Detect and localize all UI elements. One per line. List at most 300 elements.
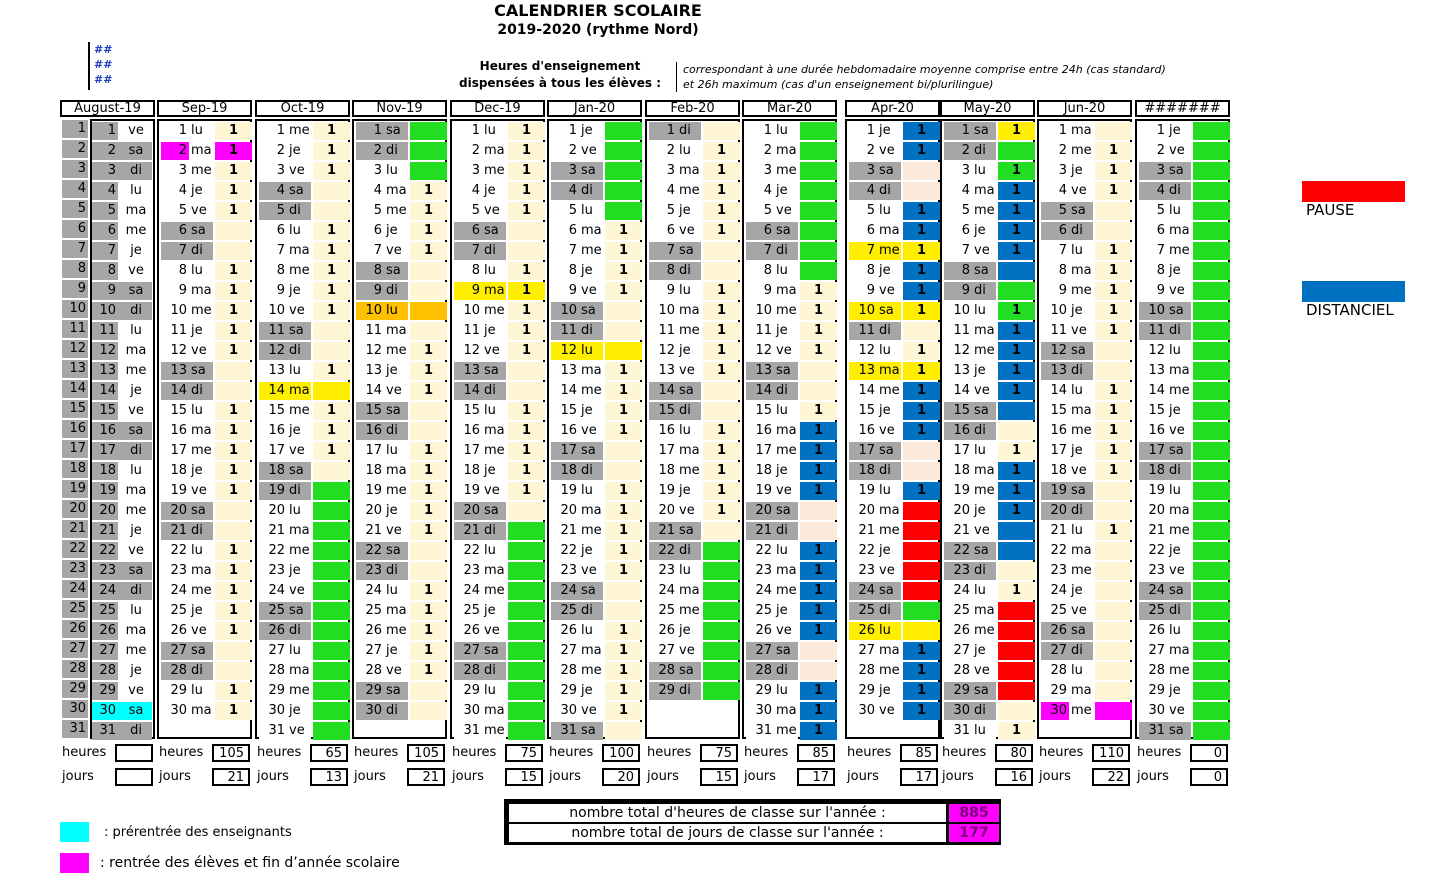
day-row — [744, 221, 839, 241]
day-row — [647, 361, 742, 381]
weekday-label: sa — [189, 642, 213, 660]
day-number: 23 — [944, 562, 972, 580]
weekday-label: ve — [774, 482, 798, 500]
day-number: 15 — [1139, 402, 1167, 420]
day-number: 1 — [454, 122, 482, 140]
weekday-label: sa — [1167, 582, 1191, 600]
weekday-label: sa — [189, 362, 213, 380]
day-number: 26 — [944, 622, 972, 640]
day-row — [942, 581, 1037, 601]
weekday-label: lu — [384, 162, 408, 180]
day-row — [744, 481, 839, 501]
day-number: 6 — [259, 222, 287, 240]
hours-cell: 1 — [410, 522, 447, 540]
hours-description-line2: et 26h maximum (cas d'un enseignement bi/plurilingue) — [683, 78, 994, 91]
weekday-label: di — [677, 122, 701, 140]
hours-cell: 1 — [605, 362, 642, 380]
weekday-label: ve — [118, 682, 152, 700]
weekday-label: ve — [579, 282, 603, 300]
pause-swatch — [1302, 181, 1405, 202]
weekday-label: me — [974, 623, 995, 638]
day-row — [257, 341, 352, 361]
weekday-label: sa — [482, 642, 506, 660]
day-row — [1039, 221, 1134, 241]
day-number: 11 — [944, 322, 972, 340]
day-number: 26 — [454, 622, 482, 640]
weekday-label: sa — [482, 362, 506, 380]
day-number: 20 — [1041, 502, 1069, 520]
weekday-label: je — [1069, 442, 1093, 460]
weekday-label: je — [579, 122, 603, 140]
day-row — [1137, 721, 1232, 741]
weekday-label: ve — [287, 162, 311, 180]
day-row — [257, 361, 352, 381]
weekday-label: je — [877, 402, 901, 420]
hours-cell: 1 — [800, 602, 837, 620]
weekday-label: me — [191, 163, 212, 178]
day-number: 3 — [944, 162, 972, 180]
day-number: 17 — [849, 442, 877, 460]
weekday-label: je — [384, 362, 408, 380]
hours-cell: 1 — [1095, 462, 1132, 480]
day-number: 20 — [1139, 502, 1167, 520]
day-row — [647, 241, 742, 261]
rentree-swatch — [60, 853, 89, 873]
hours-cell — [703, 122, 740, 140]
weekday-label: lu — [1069, 382, 1093, 400]
hours-cell — [998, 402, 1035, 420]
hours-cell — [410, 262, 447, 280]
weekday-label: je — [189, 462, 213, 480]
hours-cell — [703, 262, 740, 280]
day-number: 12 — [1041, 342, 1069, 360]
day-number: 16 — [1139, 422, 1167, 440]
hours-cell: 1 — [998, 582, 1035, 600]
hours-cell: 1 — [313, 442, 350, 460]
day-row — [354, 541, 449, 561]
weekday-label: ve — [1167, 282, 1191, 300]
day-number: 17 — [161, 442, 189, 460]
day-row — [452, 481, 547, 501]
hours-cell — [903, 502, 940, 520]
day-number: 8 — [161, 262, 189, 280]
day-row — [1137, 421, 1232, 441]
hours-cell: 1 — [508, 342, 545, 360]
hours-cell: 1 — [508, 182, 545, 200]
day-row — [257, 121, 352, 141]
day-number: 7 — [161, 242, 189, 260]
days-total-value: 0 — [1190, 768, 1228, 786]
day-row — [354, 481, 449, 501]
day-row — [847, 361, 942, 381]
day-row — [354, 221, 449, 241]
weekday-label: ve — [877, 422, 901, 440]
weekday-label: sa — [774, 642, 798, 660]
day-number: 13 — [944, 362, 972, 380]
hours-cell: 1 — [410, 182, 447, 200]
weekday-label: ve — [677, 222, 701, 240]
hours-total-label: heures — [1137, 745, 1182, 760]
day-number: 3 — [1139, 162, 1167, 180]
hours-cell: 1 — [903, 362, 940, 380]
weekday-label: ma — [679, 303, 700, 318]
hours-cell — [313, 522, 350, 540]
day-number: 15 — [849, 402, 877, 420]
hours-cell — [998, 622, 1035, 640]
weekday-label: di — [579, 602, 603, 620]
weekday-label: sa — [972, 402, 996, 420]
page-title: CALENDRIER SCOLAIRE — [494, 1, 702, 20]
weekday-label: ma — [191, 563, 212, 578]
weekday-label: sa — [877, 162, 901, 180]
day-number: 19 — [551, 482, 579, 500]
day-row — [647, 641, 742, 661]
day-number: 24 — [944, 582, 972, 600]
day-number: 11 — [849, 322, 877, 340]
weekday-label: ve — [972, 382, 996, 400]
hash-marker: ## — [94, 58, 113, 71]
day-number: 29 — [454, 682, 482, 700]
day-number: 3 — [551, 162, 579, 180]
day-number: 13 — [1041, 362, 1069, 380]
month-header: Sep-19 — [157, 100, 252, 117]
day-number: 15 — [356, 402, 384, 420]
day-row — [744, 261, 839, 281]
day-row — [354, 161, 449, 181]
weekday-label: me — [1169, 523, 1190, 538]
weekday-label: di — [579, 322, 603, 340]
hours-cell: 1 — [903, 142, 940, 160]
day-number: 8 — [746, 262, 774, 280]
weekday-label: me — [776, 303, 797, 318]
day-row — [647, 441, 742, 461]
hours-cell — [410, 402, 447, 420]
day-row — [1137, 401, 1232, 421]
month-header: Oct-19 — [255, 100, 350, 117]
weekday-label: sa — [579, 162, 603, 180]
weekday-label: ma — [118, 622, 152, 640]
day-number: 12 — [746, 342, 774, 360]
day-row — [744, 301, 839, 321]
weekday-label: ma — [289, 663, 310, 678]
day-number: 11 — [161, 322, 189, 340]
weekday-label: je — [877, 262, 901, 280]
hours-cell: 1 — [410, 662, 447, 680]
month-header: ####### — [1135, 100, 1230, 117]
hours-cell: 1 — [703, 482, 740, 500]
weekday-label: me — [484, 443, 505, 458]
hours-cell — [313, 482, 350, 500]
hours-cell — [508, 502, 545, 520]
month-header: May-20 — [940, 100, 1035, 117]
month-days — [845, 119, 940, 739]
hours-cell — [703, 602, 740, 620]
weekday-label: me — [776, 163, 797, 178]
hours-cell: 1 — [703, 422, 740, 440]
hours-cell: 1 — [410, 602, 447, 620]
hours-cell: 1 — [215, 342, 252, 360]
day-number: 4 — [746, 182, 774, 200]
weekday-label: me — [679, 323, 700, 338]
day-number: 27 — [356, 642, 384, 660]
day-row — [847, 501, 942, 521]
hours-cell: 1 — [703, 202, 740, 220]
day-number: 15 — [1041, 402, 1069, 420]
day-row — [744, 401, 839, 421]
day-number: 24 — [161, 582, 189, 600]
weekday-label: ve — [384, 662, 408, 680]
day-number: 25 — [649, 602, 677, 620]
hours-cell: 1 — [215, 582, 252, 600]
weekday-label: lu — [972, 442, 996, 460]
hours-cell: 1 — [1095, 162, 1132, 180]
day-number: 1 — [1041, 122, 1069, 140]
hours-cell — [1193, 362, 1230, 380]
day-number: 29 — [259, 682, 287, 700]
weekday-label: di — [774, 382, 798, 400]
hours-cell: 1 — [605, 402, 642, 420]
row-index: 1 — [62, 120, 88, 138]
weekday-label: lu — [877, 202, 901, 220]
hours-cell — [313, 462, 350, 480]
day-number: 24 — [454, 582, 482, 600]
day-number: 22 — [259, 542, 287, 560]
weekday-label: ma — [679, 443, 700, 458]
day-number: 17 — [92, 442, 118, 460]
day-row — [159, 481, 254, 501]
day-row — [452, 601, 547, 621]
hours-cell — [800, 642, 837, 660]
hours-cell: 1 — [1095, 442, 1132, 460]
weekday-label: sa — [1069, 482, 1093, 500]
day-row — [452, 381, 547, 401]
weekday-label: lu — [118, 602, 152, 620]
weekday-label: lu — [579, 342, 603, 360]
day-number: 23 — [161, 562, 189, 580]
hours-cell — [313, 642, 350, 660]
weekday-label: lu — [972, 722, 996, 740]
weekday-label: je — [482, 182, 506, 200]
day-row — [942, 141, 1037, 161]
weekday-label: je — [1167, 542, 1191, 560]
day-number: 17 — [746, 442, 774, 460]
day-number: 11 — [551, 322, 579, 340]
day-number: 8 — [849, 262, 877, 280]
day-number: 9 — [649, 282, 677, 300]
hours-cell — [215, 502, 252, 520]
day-number: 22 — [356, 542, 384, 560]
hours-cell: 1 — [508, 322, 545, 340]
day-number: 18 — [849, 462, 877, 480]
day-row — [354, 141, 449, 161]
day-row — [549, 701, 644, 721]
day-row — [942, 321, 1037, 341]
hours-cell — [313, 382, 350, 400]
day-row — [452, 681, 547, 701]
day-row — [942, 661, 1037, 681]
weekday-label: lu — [287, 642, 311, 660]
day-row — [1039, 301, 1134, 321]
day-number: 3 — [849, 162, 877, 180]
day-number: 3 — [161, 162, 189, 180]
day-number: 3 — [1041, 162, 1069, 180]
weekday-label: me — [879, 663, 900, 678]
day-number: 6 — [92, 222, 118, 240]
day-number: 27 — [1041, 642, 1069, 660]
hours-cell: 1 — [998, 462, 1035, 480]
day-row — [159, 681, 254, 701]
hours-cell — [605, 722, 642, 740]
hours-cell: 1 — [215, 682, 252, 700]
day-row — [354, 321, 449, 341]
day-row — [549, 301, 644, 321]
hours-cell: 1 — [998, 362, 1035, 380]
day-number: 10 — [551, 302, 579, 320]
day-number: 26 — [356, 622, 384, 640]
day-row — [354, 701, 449, 721]
day-row — [1039, 441, 1134, 461]
day-number: 25 — [551, 602, 579, 620]
hours-cell: 1 — [703, 302, 740, 320]
day-row — [354, 721, 449, 741]
weekday-label: ve — [1069, 322, 1093, 340]
hours-cell — [1193, 482, 1230, 500]
hours-cell: 1 — [903, 202, 940, 220]
weekday-label: je — [287, 702, 311, 720]
day-row — [647, 381, 742, 401]
day-row — [452, 241, 547, 261]
row-index: 21 — [62, 520, 88, 538]
hours-cell: 1 — [800, 702, 837, 720]
day-number: 7 — [1139, 242, 1167, 260]
hours-total-label: heures — [942, 745, 987, 760]
day-number: 24 — [1139, 582, 1167, 600]
weekday-label: ma — [581, 223, 602, 238]
day-row — [452, 141, 547, 161]
day-row — [744, 121, 839, 141]
day-row — [257, 661, 352, 681]
day-number: 20 — [454, 502, 482, 520]
day-row — [744, 181, 839, 201]
day-number: 12 — [161, 342, 189, 360]
day-row — [942, 461, 1037, 481]
day-row — [1137, 601, 1232, 621]
hours-cell: 1 — [800, 402, 837, 420]
day-row — [847, 721, 942, 741]
weekday-label: lu — [189, 402, 213, 420]
weekday-label: me — [1071, 283, 1092, 298]
day-number: 27 — [649, 642, 677, 660]
hours-cell — [703, 682, 740, 700]
day-row — [159, 501, 254, 521]
day-number: 6 — [454, 222, 482, 240]
day-row — [452, 701, 547, 721]
hours-cell: 1 — [800, 542, 837, 560]
day-number: 23 — [1139, 562, 1167, 580]
day-row — [1039, 561, 1134, 581]
weekday-label: me — [191, 583, 212, 598]
day-number: 19 — [649, 482, 677, 500]
day-number: 21 — [454, 522, 482, 540]
day-number: 28 — [551, 662, 579, 680]
day-number: 16 — [454, 422, 482, 440]
day-number: 6 — [1041, 222, 1069, 240]
day-number: 29 — [1041, 682, 1069, 700]
day-number: 6 — [649, 222, 677, 240]
day-row — [942, 381, 1037, 401]
day-row — [1137, 181, 1232, 201]
day-number: 14 — [1139, 382, 1167, 400]
weekday-label: je — [482, 602, 506, 620]
row-index: 5 — [62, 200, 88, 218]
hours-cell — [800, 262, 837, 280]
weekday-label: je — [677, 622, 701, 640]
day-row — [1039, 581, 1134, 601]
hours-cell: 1 — [605, 222, 642, 240]
month-header: Apr-20 — [845, 100, 940, 117]
weekday-label: ma — [879, 503, 900, 518]
day-number: 16 — [649, 422, 677, 440]
row-index: 7 — [62, 240, 88, 258]
hours-cell: 1 — [215, 542, 252, 560]
day-number: 14 — [649, 382, 677, 400]
weekday-label: lu — [677, 562, 701, 580]
hours-cell — [313, 722, 350, 740]
day-number: 29 — [92, 682, 118, 700]
hours-cell — [1193, 662, 1230, 680]
day-row — [549, 321, 644, 341]
hours-cell: 1 — [605, 242, 642, 260]
weekday-label: di — [118, 442, 152, 460]
day-number: 13 — [649, 362, 677, 380]
day-number: 17 — [551, 442, 579, 460]
hours-cell: 1 — [215, 322, 252, 340]
month-days — [157, 119, 252, 739]
day-number: 18 — [1041, 462, 1069, 480]
day-row — [549, 501, 644, 521]
weekday-label: di — [287, 202, 311, 220]
day-number: 18 — [92, 462, 118, 480]
day-row — [452, 721, 547, 741]
day-row — [847, 541, 942, 561]
day-number: 2 — [92, 142, 118, 160]
day-row — [549, 641, 644, 661]
day-row — [257, 681, 352, 701]
month-days — [742, 119, 837, 739]
day-number: 7 — [849, 242, 877, 260]
day-number: 30 — [454, 702, 482, 720]
weekday-label: ve — [579, 422, 603, 440]
weekday-label: di — [118, 582, 152, 600]
hours-cell — [508, 602, 545, 620]
hours-cell: 1 — [703, 362, 740, 380]
day-row — [847, 661, 942, 681]
hours-cell: 1 — [703, 342, 740, 360]
hours-cell: 1 — [313, 402, 350, 420]
days-total-label: jours — [942, 769, 974, 784]
hours-cell: 1 — [1095, 142, 1132, 160]
day-row — [744, 161, 839, 181]
hours-cell: 1 — [410, 222, 447, 240]
weekday-label: lu — [677, 142, 701, 160]
weekday-label: je — [774, 602, 798, 620]
day-row — [1039, 361, 1134, 381]
day-number: 17 — [259, 442, 287, 460]
day-row — [1137, 241, 1232, 261]
weekday-label: sa — [579, 442, 603, 460]
weekday-label: me — [776, 583, 797, 598]
weekday-label: di — [1069, 642, 1093, 660]
